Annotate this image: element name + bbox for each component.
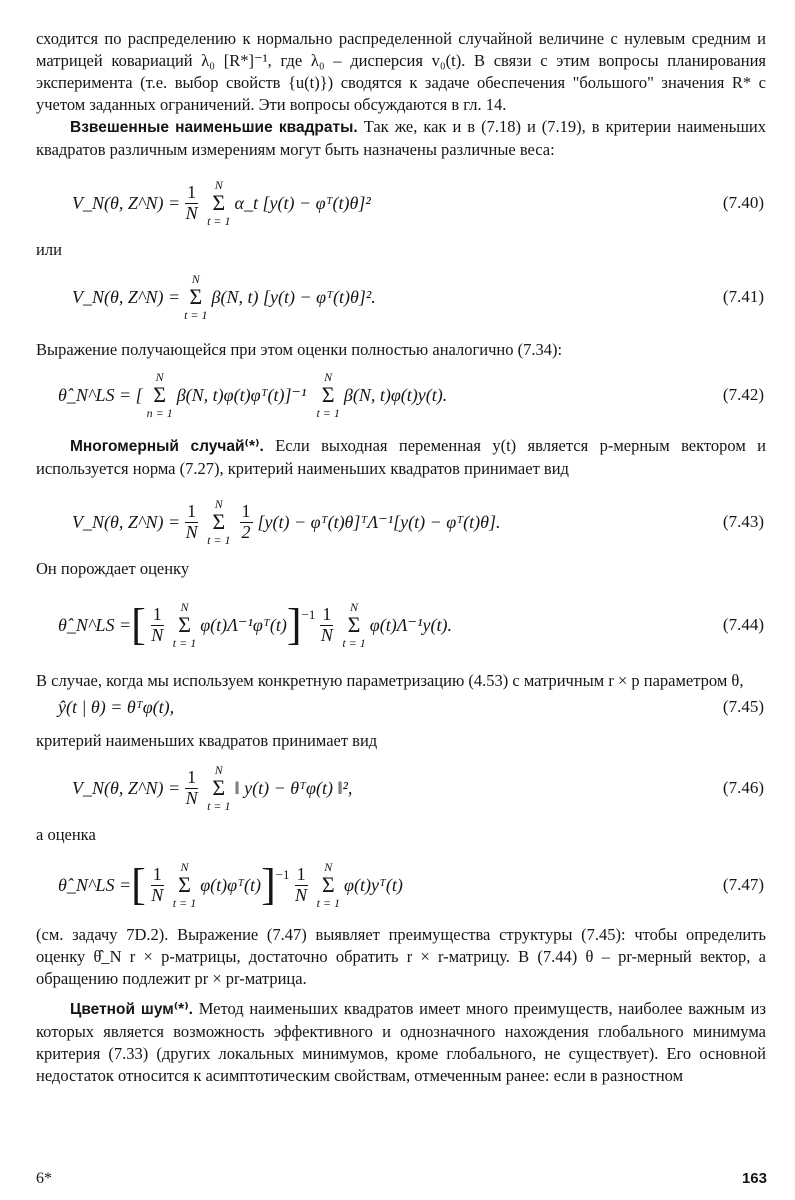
- paragraph-criterion: критерий наименьших квадратов принимает вид: [36, 731, 378, 750]
- eq43-sum: N Σ t = 1: [207, 496, 231, 547]
- heading-colored-noise: Цветной шум⁽*⁾.: [70, 1001, 193, 1018]
- eq47-number: (7.47): [722, 875, 764, 894]
- eq47-left-bracket: [: [131, 860, 146, 909]
- paragraph-case: В случае, когда мы используем конкретную параметризацию (4.53) с матричным r × p параметром θ,: [36, 671, 744, 690]
- eq44-sum-2: N Σ t = 1: [342, 599, 366, 650]
- eq44-exponent: −1: [301, 606, 316, 622]
- eq41-sum: N Σ t = 1: [184, 271, 208, 322]
- eq44-right-bracket: ]: [286, 600, 302, 649]
- paragraph-see-problem: (см. задачу 7D.2). Выражение (7.47) выявляет преимущества структуры (7.45): чтобы определить оценку θ̂_N r × p-матрицы, достаточно обратить r × r-матрицу. В (7.44) θ – pr-мерный вектор, а обращению подлежит pr × pr-матрица.: [36, 925, 766, 988]
- eq46-body: ‖ y(t) − θᵀφ(t) ‖²,: [234, 777, 353, 798]
- eq44-number: (7.44): [722, 615, 764, 634]
- eq46-lhs: V_N(θ, Z^N) =: [72, 777, 181, 798]
- multidim-text: Если выходная переменная y(t) является p-мерным вектором и используется норма (7.27), критерий наименьших квадратов принимает вид: [36, 436, 766, 478]
- eq40-lhs: V_N(θ, Z^N) =: [72, 192, 181, 213]
- word-or: или: [36, 240, 62, 259]
- eq44-left-bracket: [: [131, 600, 146, 649]
- eq42-sum-2: N Σ t = 1: [316, 369, 340, 420]
- page-body: [36, 28, 766, 1087]
- eq47-body-2: φ(t)yᵀ(t): [344, 874, 403, 895]
- paragraph-and-estimate: а оценка: [36, 825, 96, 844]
- equation-7-45: [36, 692, 766, 722]
- page-footer: [36, 1170, 767, 1192]
- paragraph-weighted-ls: [36, 116, 766, 161]
- paragraph-expression: Выражение получающейся при этом оценки полностью аналогично (7.34):: [36, 340, 563, 359]
- equation-7-46: [36, 760, 766, 816]
- eq46-number: (7.46): [722, 778, 764, 797]
- eq42-body-2: β(N, t)φ(t)y(t).: [343, 384, 448, 405]
- eq47-body-1: φ(t)φᵀ(t): [200, 874, 262, 895]
- eq44-lhs: θ̂_N^LS =: [58, 614, 132, 635]
- eq40-number: (7.40): [722, 193, 764, 212]
- heading-multidim: Многомерный случай⁽*⁾.: [70, 438, 264, 455]
- eq46-sum: N Σ t = 1: [207, 762, 231, 813]
- eq47-sum-1: N Σ t = 1: [172, 859, 197, 910]
- eq42-body-1: β(N, t)φ(t)φᵀ(t)]⁻¹: [176, 384, 307, 405]
- heading-weighted-ls: Взвешенные наименьшие квадраты.: [70, 119, 358, 136]
- eq45-number: (7.45): [722, 697, 764, 716]
- equation-7-43: [36, 494, 766, 550]
- equation-7-40: [36, 175, 766, 231]
- eq43-lhs: V_N(θ, Z^N) =: [72, 511, 181, 532]
- eq43-half: $\frac{1}{2}$: [241, 500, 251, 542]
- eq43-body: [y(t) − φᵀ(t)θ]ᵀΛ⁻¹[y(t) − φᵀ(t)θ].: [257, 511, 501, 532]
- colored-noise-text: Метод наименьших квадратов имеет много преимуществ, наиболее важным из которых является возможность эффективного и однозначного нахождения глобального минимума критерия (7.33) (других локальных минимумов, кроме глобального, не существует). Его основной недостаток относится к асимптотическим свойствам, отмеченным ранее: если в разностном: [36, 999, 767, 1085]
- eq47-sum-2: N Σ t = 1: [316, 859, 340, 910]
- eq47-fraction-1: $\frac{1}{N}$: [151, 863, 164, 905]
- paragraph-intro: сходится по распределению к нормально распределенной случайной величине с нулевым средним и матрицей ковариаций λ₀ [R*]⁻¹, где λ₀ – дисперсия v₀(t). В связи с этим вопросы планирования эксперимента (т.е. выбор свойств {u(t)}) сводятся к задаче обеспечения "большого" значения R* с учетом заданных ограничений. Эти вопросы обсуждаются в гл. 14.: [36, 29, 766, 114]
- eq40-fraction: $\frac{1}{N}$: [185, 181, 198, 223]
- eq44-fraction-1: $\frac{1}{N}$: [151, 603, 164, 645]
- eq41-body: β(N, t) [y(t) − φᵀ(t)θ]².: [211, 286, 376, 307]
- eq43-number: (7.43): [722, 512, 764, 531]
- eq47-exponent: −1: [275, 866, 290, 882]
- eq41-lhs: V_N(θ, Z^N) =: [72, 286, 181, 307]
- paragraph-multidim: [36, 435, 766, 480]
- paragraph-colored-noise: [36, 998, 766, 1087]
- eq47-fraction-2: $\frac{1}{N}$: [295, 863, 308, 905]
- eq44-sum-1: N Σ t = 1: [172, 599, 197, 650]
- eq40-sum: N Σ t = 1: [207, 177, 231, 228]
- eq45-body: ŷ(t | θ) = θᵀφ(t),: [58, 696, 175, 717]
- eq47-lhs: θ̂_N^LS =: [58, 874, 132, 895]
- equation-7-42: [36, 369, 766, 421]
- eq43-fraction: $\frac{1}{N}$: [185, 500, 198, 542]
- eq44-body-1: φ(t)Λ⁻¹φᵀ(t): [200, 614, 287, 635]
- eq44-body-2: φ(t)Λ⁻¹y(t).: [369, 614, 452, 635]
- eq40-body: α_t [y(t) − φᵀ(t)θ]²: [234, 192, 371, 213]
- eq41-number: (7.41): [722, 287, 764, 306]
- page-number: 163: [741, 1170, 767, 1187]
- paragraph-generates: Он порождает оценку: [36, 559, 190, 578]
- eq44-fraction-2: $\frac{1}{N}$: [320, 603, 333, 645]
- eq42-lhs: θ̂_N^LS = [: [58, 384, 143, 405]
- weighted-ls-text: Так же, как и в (7.18) и (7.19), в критерии наименьших квадратов различным измерениям могут быть назначены различные веса:: [36, 117, 767, 159]
- eq47-right-bracket: ]: [261, 860, 276, 909]
- signature-mark: 6*: [36, 1170, 52, 1187]
- equation-7-41: [36, 269, 766, 325]
- eq42-number: (7.42): [722, 385, 764, 404]
- equation-7-47: [36, 854, 766, 916]
- eq46-fraction: $\frac{1}{N}$: [185, 766, 198, 808]
- eq42-sum-1: N Σ n = 1: [146, 369, 173, 420]
- equation-7-44: [36, 594, 766, 656]
